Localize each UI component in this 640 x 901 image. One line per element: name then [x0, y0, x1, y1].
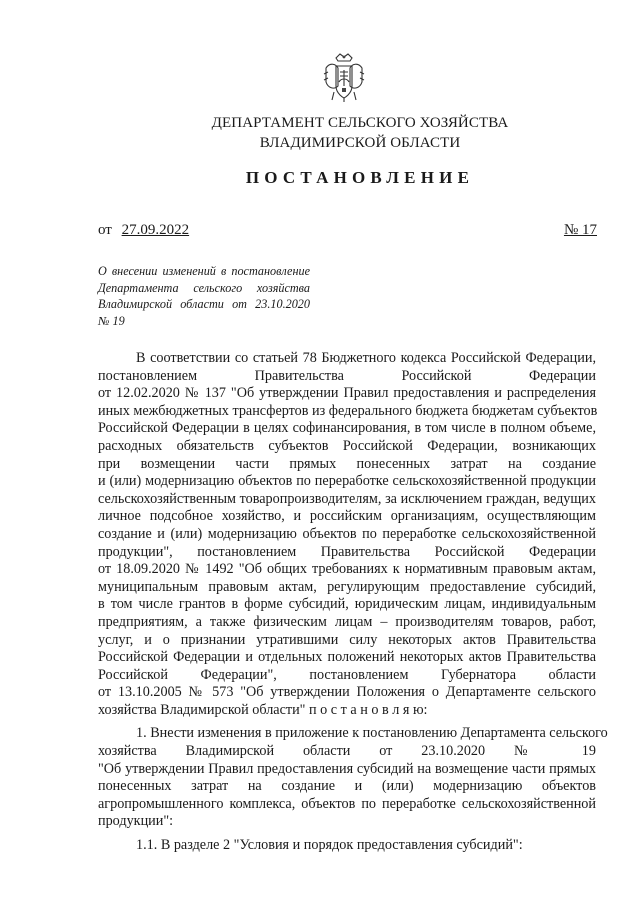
text-line: понесенных затрат на создание и (или) модернизацию объектов	[98, 778, 596, 795]
text-line: предприятиям, а также физическим лицам – производителям товаров, работ,	[98, 613, 596, 630]
text-line: хозяйства Владимирской области" п о с т а н о в л я ю:	[98, 701, 428, 718]
text-line: от 12.02.2020 № 137 "Об утверждении Правил предоставления и распределения	[98, 385, 596, 402]
text-line: "Об утверждении Правил предоставления субсидий на возмещение части прямых	[98, 760, 596, 777]
text-line: Российской Федерации в целях софинансирования, в том числе в полном объеме,	[98, 420, 596, 437]
text-line: и (или) модернизацию объектов по переработке сельскохозяйственной продукции	[98, 473, 596, 490]
subject-line: О внесении изменений в постановление	[98, 264, 310, 278]
text-line: в том числе грантов в форме субсидий, юридическим лицам, индивидуальным	[98, 596, 596, 613]
document-subject	[98, 263, 310, 329]
text-line: 1. Внести изменения в приложение к постановлению Департамента сельского	[136, 725, 608, 742]
text-line: личное подсобное хозяйство, и российским организациям, осуществляющим	[98, 508, 596, 525]
document-type: ПОСТАНОВЛЕНИЕ	[245, 168, 475, 187]
document-date	[98, 222, 189, 239]
text-line: муниципальным правовым актам, регулирующим предоставление субсидий,	[98, 578, 596, 595]
organization-name	[100, 113, 620, 153]
org-line: ДЕПАРТАМЕНТ СЕЛЬСКОГО ХОЗЯЙСТВА	[211, 115, 509, 131]
text-line: Российской Федерации и отдельных положений некоторых актов Правительства	[98, 649, 596, 666]
text-line: при возмещении части прямых понесенных затрат на создание	[98, 455, 596, 472]
coat-of-arms-icon	[322, 52, 366, 104]
text-line: продукции":	[98, 813, 174, 830]
document-number: № 17	[563, 222, 597, 238]
paragraph-preamble	[98, 350, 596, 719]
text-line: 1.1. В разделе 2 "Условия и порядок предоставления субсидий":	[136, 837, 523, 854]
text-line: от 18.09.2020 № 1492 "Об общих требованиях к нормативным правовым актам,	[98, 561, 596, 578]
document-body	[98, 350, 608, 855]
text-line: расходных обязательств субъектов Российской Федерации, возникающих	[98, 437, 596, 454]
date-value: 27.09.2022	[121, 222, 190, 238]
text-line: сельскохозяйственным товаропроизводителям, за исключением граждан, ведущих	[98, 490, 596, 507]
text-line: продукции", постановлением Правительства Российской Федерации	[98, 543, 596, 560]
paragraph-item-1-1	[98, 837, 596, 855]
date-prefix: от	[98, 222, 112, 238]
text-line: услуг, и о признании утратившими силу некоторых актов Правительства	[98, 631, 596, 648]
text-line: постановлением Правительства Российской Федерации	[98, 367, 596, 384]
org-line: ВЛАДИМИРСКОЙ ОБЛАСТИ	[259, 135, 461, 151]
text-line: от 13.10.2005 № 573 "Об утверждении Положения о Департаменте сельского	[98, 684, 596, 701]
subject-line: Департамента сельского хозяйства	[98, 280, 310, 295]
text-line: Российской Федерации", постановлением Губернатора области	[98, 666, 596, 683]
text-line: хозяйства Владимирской области от 23.10.2020 № 19	[98, 743, 596, 760]
text-line: В соответствии со статьей 78 Бюджетного кодекса Российской Федерации,	[136, 350, 596, 366]
subject-line: Владимирской области от 23.10.2020	[98, 297, 310, 311]
text-line: иных межбюджетных трансфертов из федерального бюджета бюджетам субъектов	[98, 402, 598, 419]
text-line: агропромышленного комплекса, объектов по переработке сельскохозяйственной	[98, 795, 596, 812]
text-line: создание и (или) модернизацию объектов по переработке сельскохозяйственной	[98, 525, 596, 542]
subject-line: № 19	[98, 313, 125, 328]
paragraph-item-1	[98, 725, 608, 831]
